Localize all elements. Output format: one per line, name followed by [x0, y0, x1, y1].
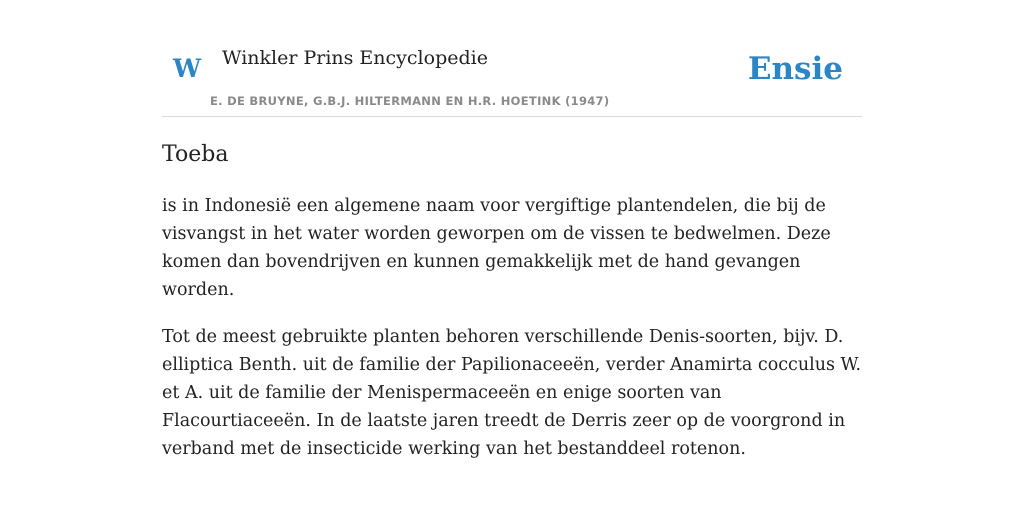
ensie-brand-logo[interactable]: Ensie — [747, 51, 843, 87]
site-header — [162, 0, 862, 117]
entry-paragraph: Tot de meest gebruikte planten behoren verschillende Denis-soorten, bijv. D. elliptica Benth. uit de familie der Papilionaceeën, verder Anamirta cocculus W. et A. uit de familie der Menispermaceeën en enige soorten van Flacourtiaceeën. In de laatste jaren treedt de Derris zeer op de voorgrond in verband met de insecticide werking van het bestanddeel rotenon. — [162, 327, 862, 459]
entry-paragraph: is in Indonesië een algemene naam voor vergiftige plantendelen, die bij de visvangst in het water worden geworpen om de vissen te bedwelmen. Deze komen dan bovendrijven en kunnen gemakkelijk met de hand gevangen worden. — [162, 196, 831, 300]
article-page — [162, 0, 862, 459]
winkler-prins-logo[interactable]: W — [173, 54, 202, 83]
site-title-link[interactable]: Winkler Prins Encyclopedie — [222, 47, 488, 69]
authors-credit: E. DE BRUYNE, G.B.J. HILTERMANN EN H.R. HOETINK (1947) — [210, 94, 610, 108]
entry-title: Toeba — [162, 142, 229, 167]
entry-body — [162, 192, 862, 482]
